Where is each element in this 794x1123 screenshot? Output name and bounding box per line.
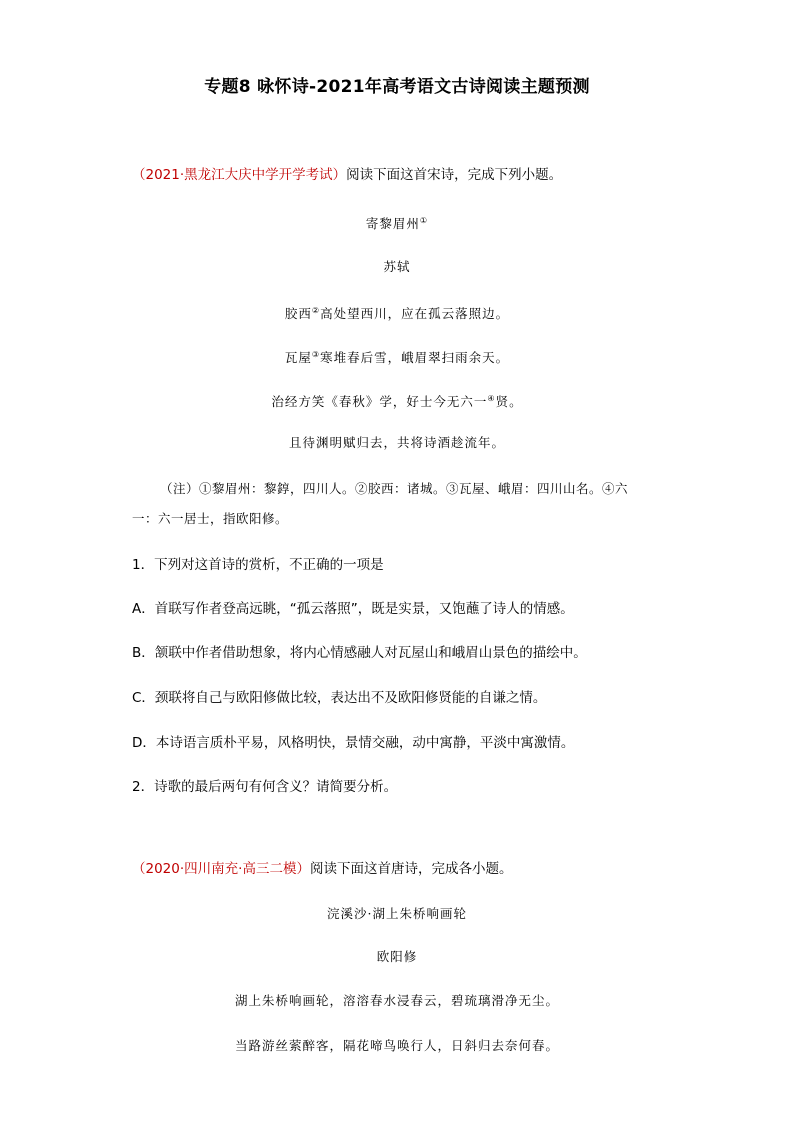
poem2-line: 当路游丝萦醉客，隔花啼鸟唤行人，日斜归去奈何春。 (234, 1038, 559, 1053)
poem1-title-text: 寄黎眉州 (365, 216, 420, 231)
section2-intro (132, 860, 512, 878)
poem1-line: 且待渊明赋归去，共将诗酒趁流年。 (288, 435, 505, 450)
poem1-line-text: 治经方笑《春秋》学，好士今无六一 (271, 394, 488, 409)
poem1-line-text: 瓦屋 (284, 350, 312, 365)
footnote-marker: ① (419, 216, 429, 225)
poem2-line: 湖上朱桥响画轮，溶溶春水浸春云，碧琉璃滑净无尘。 (234, 993, 559, 1008)
section1-source-link[interactable]: （2021·黑龙江大庆中学开学考试） (132, 167, 347, 183)
poem1-author: 苏轼 (383, 259, 411, 274)
footnote-marker: ③ (311, 350, 321, 359)
footnote-marker: ④ (487, 394, 496, 403)
poem1-line-text: 高处望西川，应在孤云落照边。 (320, 306, 510, 321)
poem1-notes: （注）①黎眉州：黎錞，四川人。②胶西：诸城。③瓦屋、峨眉：四川山名。④六 (160, 481, 629, 496)
poem1-line (0, 390, 794, 411)
option-d: D．本诗语言质朴平易，风格明快，景情交融，动中寓静，平淡中寓激情。 (132, 735, 575, 751)
section2-source-link[interactable]: （2020·四川南充·高三二模） (132, 861, 310, 877)
option-a: A．首联写作者登高远眺，“孤云落照”，既是实景，又饱蘸了诗人的情感。 (132, 601, 574, 617)
poem1-line-text: 贤。 (495, 394, 523, 409)
page-title: 专题8 咏怀诗-2021年高考语文古诗阅读主题预测 (204, 77, 590, 97)
poem1-line-text: 胶西 (284, 306, 312, 321)
poem1-title (0, 212, 794, 233)
poem1-line (0, 346, 794, 367)
footnote-marker: ② (311, 306, 321, 315)
poem1-notes-cont: 一：六一居士，指欧阳修。 (132, 511, 289, 526)
question-2: 2．诗歌的最后两句有何含义？请简要分析。 (132, 779, 398, 795)
poem1-line (0, 302, 794, 323)
section1-instruction: 阅读下面这首宋诗，完成下列小题。 (346, 167, 563, 183)
question-1: 1．下列对这首诗的赏析，不正确的一项是 (132, 557, 384, 573)
poem2-title: 浣溪沙·湖上朱桥响画轮 (327, 906, 467, 921)
option-b: B．颔联中作者借助想象，将内心情感融人对瓦屋山和峨眉山景色的描绘中。 (132, 645, 587, 661)
section2-instruction: 阅读下面这首唐诗，完成各小题。 (309, 861, 513, 877)
poem1-line-text: 寒堆春后雪，峨眉翠扫雨余天。 (320, 350, 510, 365)
poem2-author: 欧阳修 (376, 949, 418, 964)
option-c: C．颈联将自己与欧阳修做比较，表达出不及欧阳修贤能的自谦之情。 (132, 690, 547, 706)
section1-intro (132, 166, 562, 184)
